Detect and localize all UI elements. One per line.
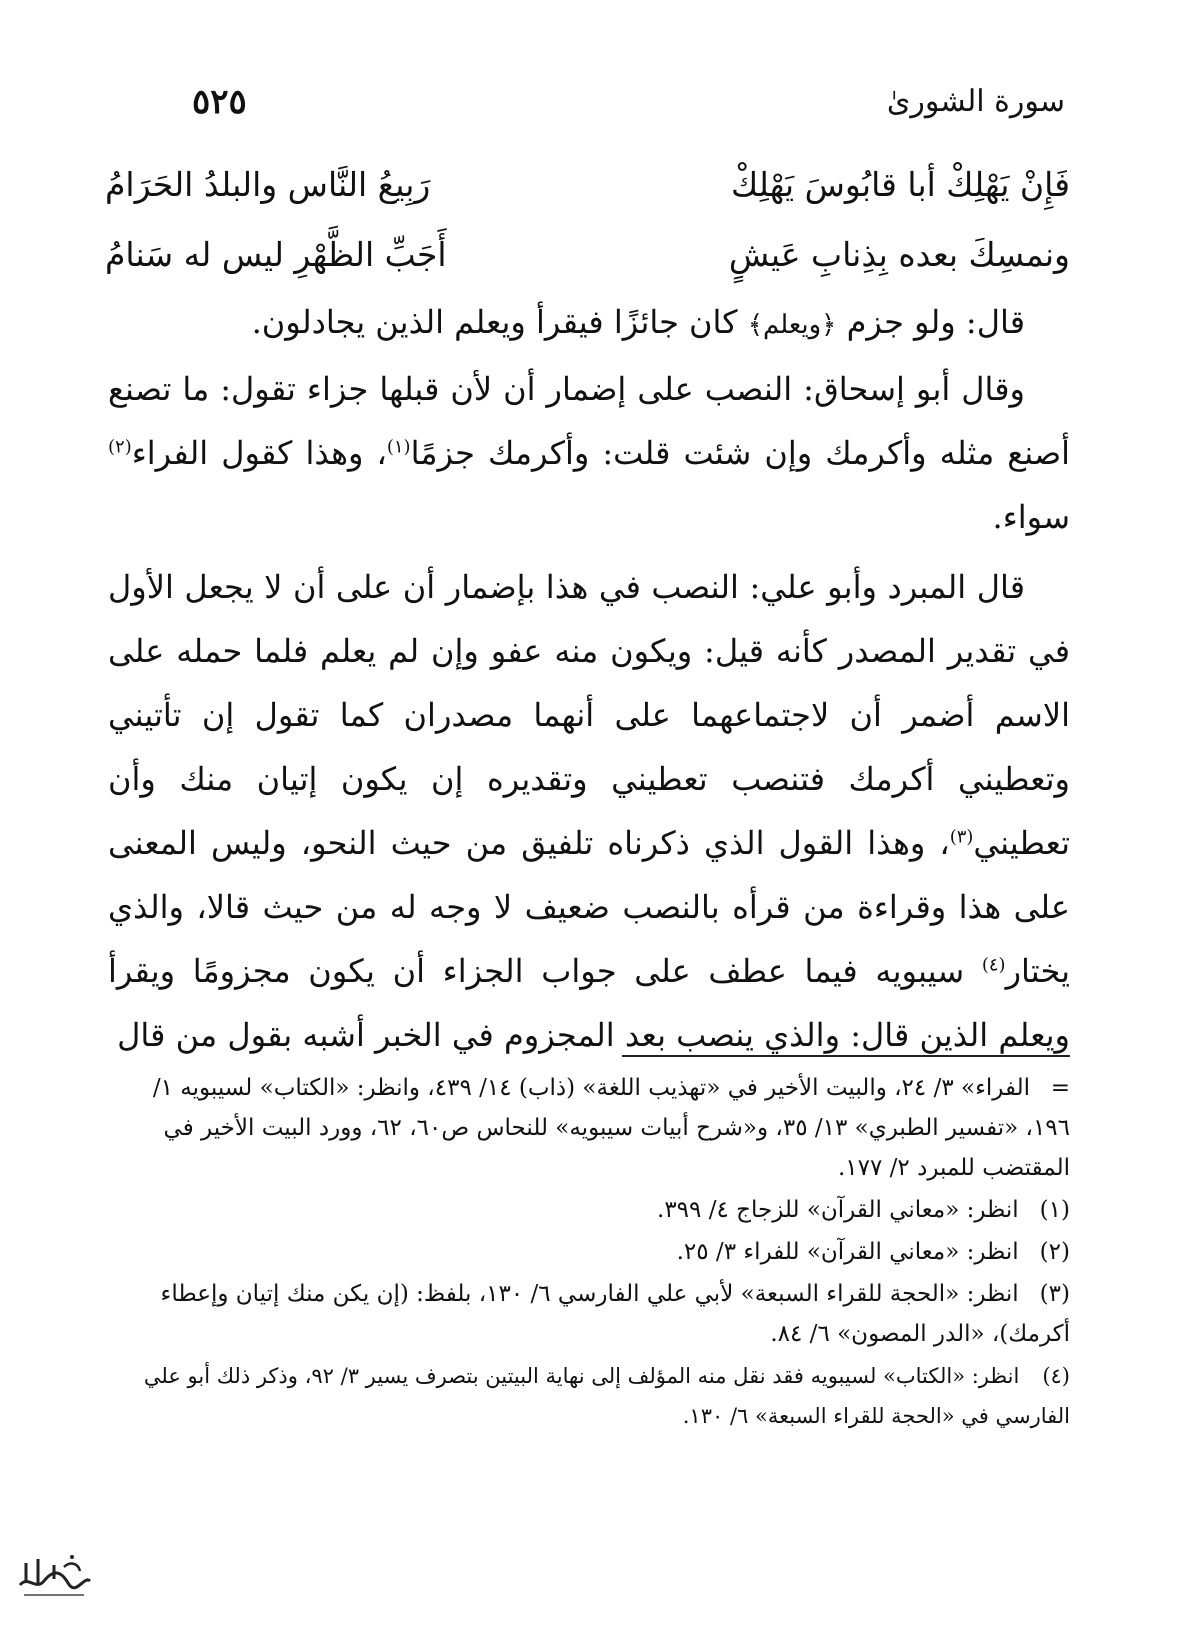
- poem-hemistich-first: ونمسِكَ بعده بِذِنابِ عَيشٍ: [728, 235, 1070, 274]
- text-span: وقال أبو إسحاق: النصب على إضمار أن لأن قبلها جزاء تقول: ما تصنع أصنع مثله وأكرمك وإن شئت قلت: وأكرمك جزمًا: [108, 370, 1071, 472]
- paragraph: [108, 357, 1070, 549]
- footnote-text: انظر: «الحجة للقراء السبعة» لأبي علي الفارسي ٦/ ١٣٠، بلفظ: (إن يكن منك إتيان وإعطاء أكرمك)، «الدر المصون» ٦/ ٨٤.: [160, 1281, 1070, 1347]
- footnote-4: [108, 1356, 1070, 1436]
- page-header: [110, 78, 1075, 128]
- footnotes: [108, 1068, 1070, 1438]
- poem-line: [105, 150, 1070, 220]
- poem-verses: [105, 150, 1070, 290]
- quran-quote: ﴿ويعلم﴾: [747, 310, 837, 340]
- text-span: سواء.: [992, 498, 1070, 536]
- footnote-1: [108, 1190, 1070, 1230]
- footnote-ref-1[interactable]: (١): [386, 436, 411, 458]
- footnote-number: (٢): [1039, 1239, 1070, 1265]
- footnote-number: (٤): [1042, 1364, 1070, 1388]
- poem-hemistich-second: أَجَبِّ الظَّهْرِ ليس له سَنامُ: [105, 235, 447, 274]
- footnote-continuation: [108, 1068, 1070, 1188]
- footnote-text: انظر: «معاني القرآن» للفراء ٣/ ٢٥.: [676, 1239, 1019, 1265]
- footnote-number: (١): [1039, 1197, 1070, 1223]
- footnote-divider: [622, 1055, 1070, 1057]
- text-span: سيبويه فيما عطف على جواب الجزاء أن يكون مجزومًا ويقرأ ويعلم الذين قال: والذي ينصب بعد المجزوم في الخبر أشبه بقول من قال: [108, 952, 1070, 1054]
- paragraph: [108, 290, 1070, 357]
- footnote-text: الفراء» ٣/ ٢٤، والبيت الأخير في «تهذيب اللغة» (ذاب) ١٤/ ٤٣٩، وانظر: «الكتاب» لسيبويه ١/ ١٩٦، «تفسير الطبري» ١٣/ ٣٥، و«شرح أبيات سيبويه» للنحاس ص٦٠، ٦٢، وورد البيت الأخير في المقتضب للمبرد ٢/ ١٧٧.: [152, 1075, 1070, 1181]
- library-logo-icon: [14, 1545, 94, 1605]
- poem-line: [105, 220, 1070, 290]
- footnote-number: (٣): [1039, 1281, 1070, 1307]
- text-span: قال: ولو جزم: [836, 303, 1025, 341]
- paragraph: [108, 555, 1070, 1067]
- main-text: [108, 290, 1070, 1067]
- footnote-ref-2[interactable]: (٢): [108, 436, 132, 458]
- poem-hemistich-first: فَإِنْ يَهْلِكْ أبا قابُوسَ يَهْلِكْ: [730, 165, 1070, 204]
- text-span: ، وهذا كقول الفراء: [131, 434, 387, 472]
- footnote-3: [108, 1274, 1070, 1354]
- text-span: قال المبرد وأبو علي: النصب في هذا بإضمار أن على أن لا يجعل الأول في تقدير المصدر كأنه قيل: ويكون منه عفو وإن لم يعلم فلما حمله على الاسم أضمر أن لاجتماعهما على أنهما مصدران كما تقول إن تأتيني وتعطيني أكرمك فتنصب تعطيني وتقديره إن يكون إتيان منك وأن تعطيني: [108, 568, 1070, 862]
- footnote-ref-4[interactable]: (٤): [981, 954, 1006, 976]
- poem-hemistich-second: رَبِيعُ النَّاس والبلدُ الحَرَامُ: [105, 165, 431, 204]
- text-span: ، وهذا القول الذي ذكرناه تلفيق من حيث النحو، وليس المعنى على هذا وقراءة من قرأه بالنصب ضعيف لا وجه له من حيث قالا، والذي يختار: [108, 824, 1070, 990]
- page-number: ٥٢٥: [192, 82, 247, 122]
- footnote-text: انظر: «معاني القرآن» للزجاج ٤/ ٣٩٩.: [657, 1197, 1019, 1223]
- continuation-marker: =: [1050, 1075, 1070, 1101]
- text-span: كان جائزًا فيقرأ ويعلم الذين يجادلون.: [251, 303, 748, 341]
- footnote-text: انظر: «الكتاب» لسيبويه فقد نقل منه المؤلف إلى نهاية البيتين بتصرف يسير ٣/ ٩٢، وذكر ذلك أبو علي الفارسي في «الحجة للقراء السبعة» ٦/ ١٣٠.: [143, 1364, 1070, 1428]
- footnote-ref-3[interactable]: (٣): [949, 826, 974, 848]
- sura-title: سورة الشورىٰ: [886, 84, 1065, 119]
- footnote-2: [108, 1232, 1070, 1272]
